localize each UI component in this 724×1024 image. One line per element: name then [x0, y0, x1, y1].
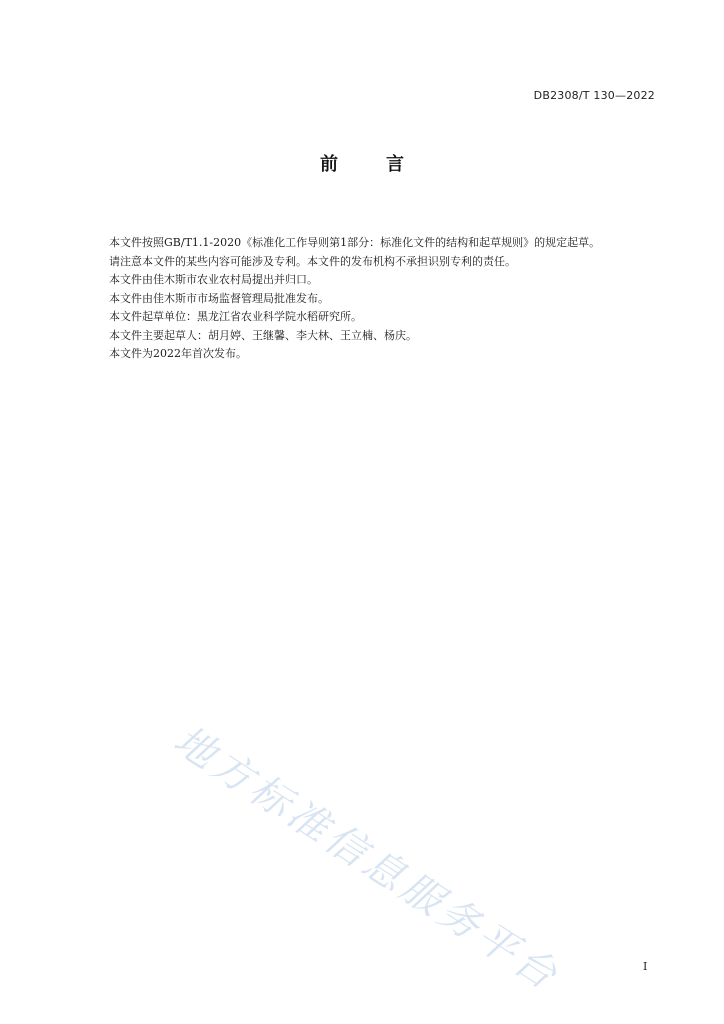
page-number: I	[643, 960, 648, 973]
paragraph-drafters: 本文件主要起草人：胡月婷、王继馨、李大林、王立楠、杨庆。	[109, 328, 417, 342]
paragraph-proposer: 本文件由佳木斯市农业农村局提出并归口。	[109, 273, 318, 286]
paragraph-approver: 本文件由佳木斯市市场监督管理局批准发布。	[109, 291, 329, 305]
paragraph-drafting-rules: 本文件按照GB/T1.1-2020《标准化工作导则第1部分：标准化文件的结构和起草规则》的规定起草。	[109, 236, 601, 249]
document-code: DB2308/T 130—2022	[533, 89, 655, 102]
section-title: 前言	[320, 154, 452, 175]
paragraph-first-release: 本文件为2022年首次发布。	[109, 347, 247, 360]
paragraph-patent-notice: 请注意本文件的某些内容可能涉及专利。本文件的发布机构不承担识别专利的责任。	[109, 254, 516, 268]
watermark: 地方标准信息服务平台	[165, 717, 569, 1001]
paragraph-drafting-unit: 本文件起草单位：黑龙江省农业科学院水稻研究所。	[109, 310, 362, 323]
foreword-body	[87, 234, 657, 364]
